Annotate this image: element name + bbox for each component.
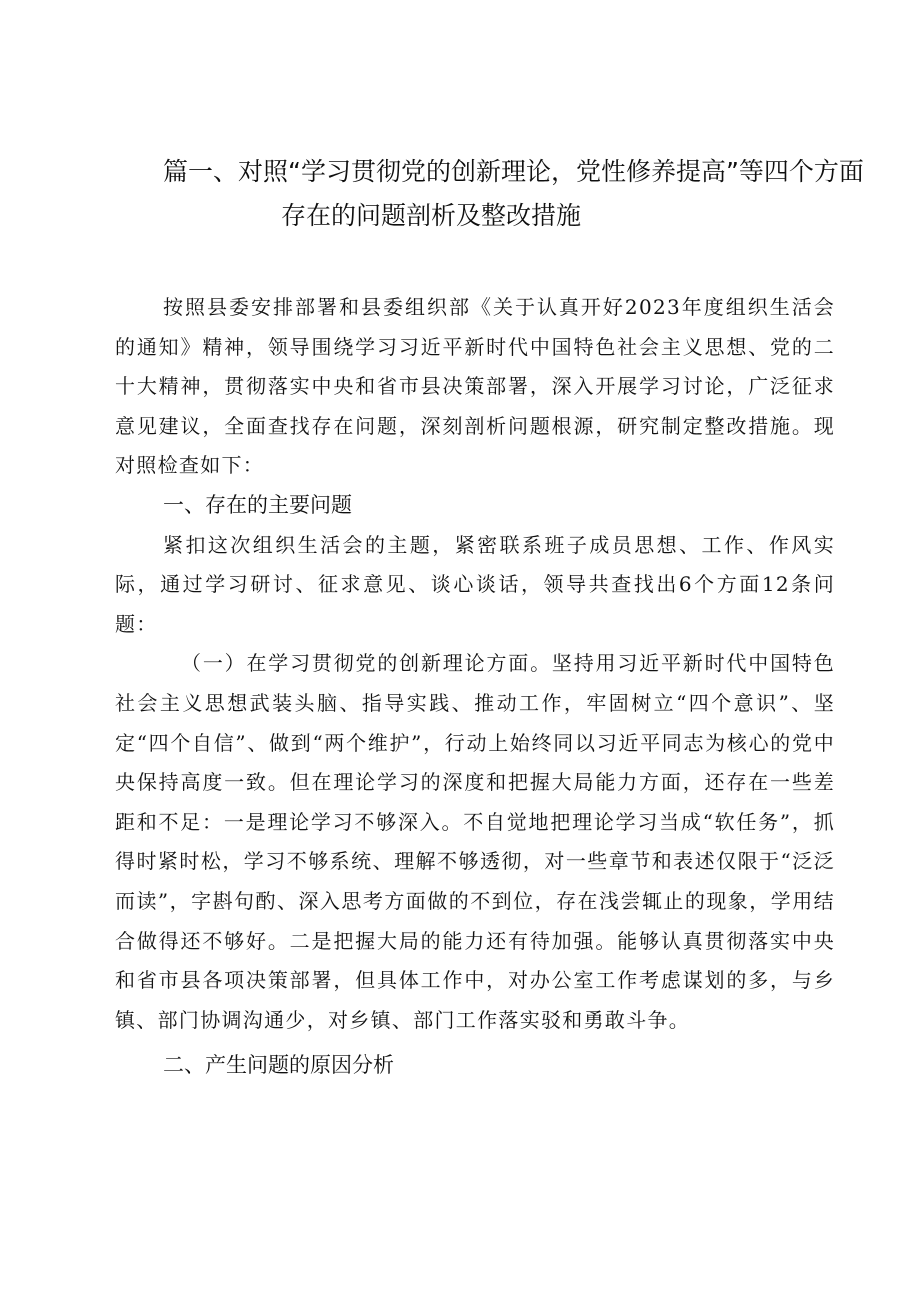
document-body xyxy=(115,288,835,1086)
intro-paragraph: 按照县委安排部署和县委组织部《关于认真开好2023年度组织生活会的通知》精神，领导围绕学习习近平新时代中国特色社会主义思想、党的二十大精神，贯彻落实中央和省市县决策部署，深入开展学习讨论，广泛征求意见建议，全面查找存在问题，深刻剖析问题根源，研究制定整改措施。现对照检查如下： xyxy=(115,295,835,478)
section-heading-2: 二、产生问题的原因分析 xyxy=(163,1053,394,1078)
subsection-1-paragraph: （一）在学习贯彻党的创新理论方面。坚持用习近平新时代中国特色社会主义思想武装头脑、指导实践、推动工作，牢固树立“四个意识”、坚定“四个自信”、做到“两个维护”，行动上始终同以习近平同志为核心的党中央保持高度一致。但在理论学习的深度和把握大局能力方面，还存在一些差距和不足：一是理论学习不够深入。不自觉地把理论学习当成“软任务”，抓得时紧时松，学习不够系统、理解不够透彻，对一些章节和表述仅限于“泛泛而读”，字斟句酌、深入思考方面做的不到位，存在浅尝辄止的现象，学用结合做得还不够好。二是把握大局的能力还有待加强。能够认真贯彻落实中央和省市县各项决策部署，但具体工作中，对办公室工作考虑谋划的多，与乡镇、部门协调沟通少，对乡镇、部门工作落实驳和勇敢斗争。 xyxy=(115,651,835,1032)
section-heading-1: 一、存在的主要问题 xyxy=(163,492,352,517)
title-line-1: 篇一、对照“学习贯彻党的创新理论，党性修养提高”等四个方面 xyxy=(163,157,864,186)
section-1-paragraph: 紧扣这次组织生活会的主题，紧密联系班子成员思想、工作、作风实际，通过学习研讨、征求意见、谈心谈话，领导共查找出6个方面12条问题： xyxy=(115,532,835,636)
document-title xyxy=(0,150,920,238)
title-line-2: 存在的问题剖析及整改措施 xyxy=(281,201,582,230)
